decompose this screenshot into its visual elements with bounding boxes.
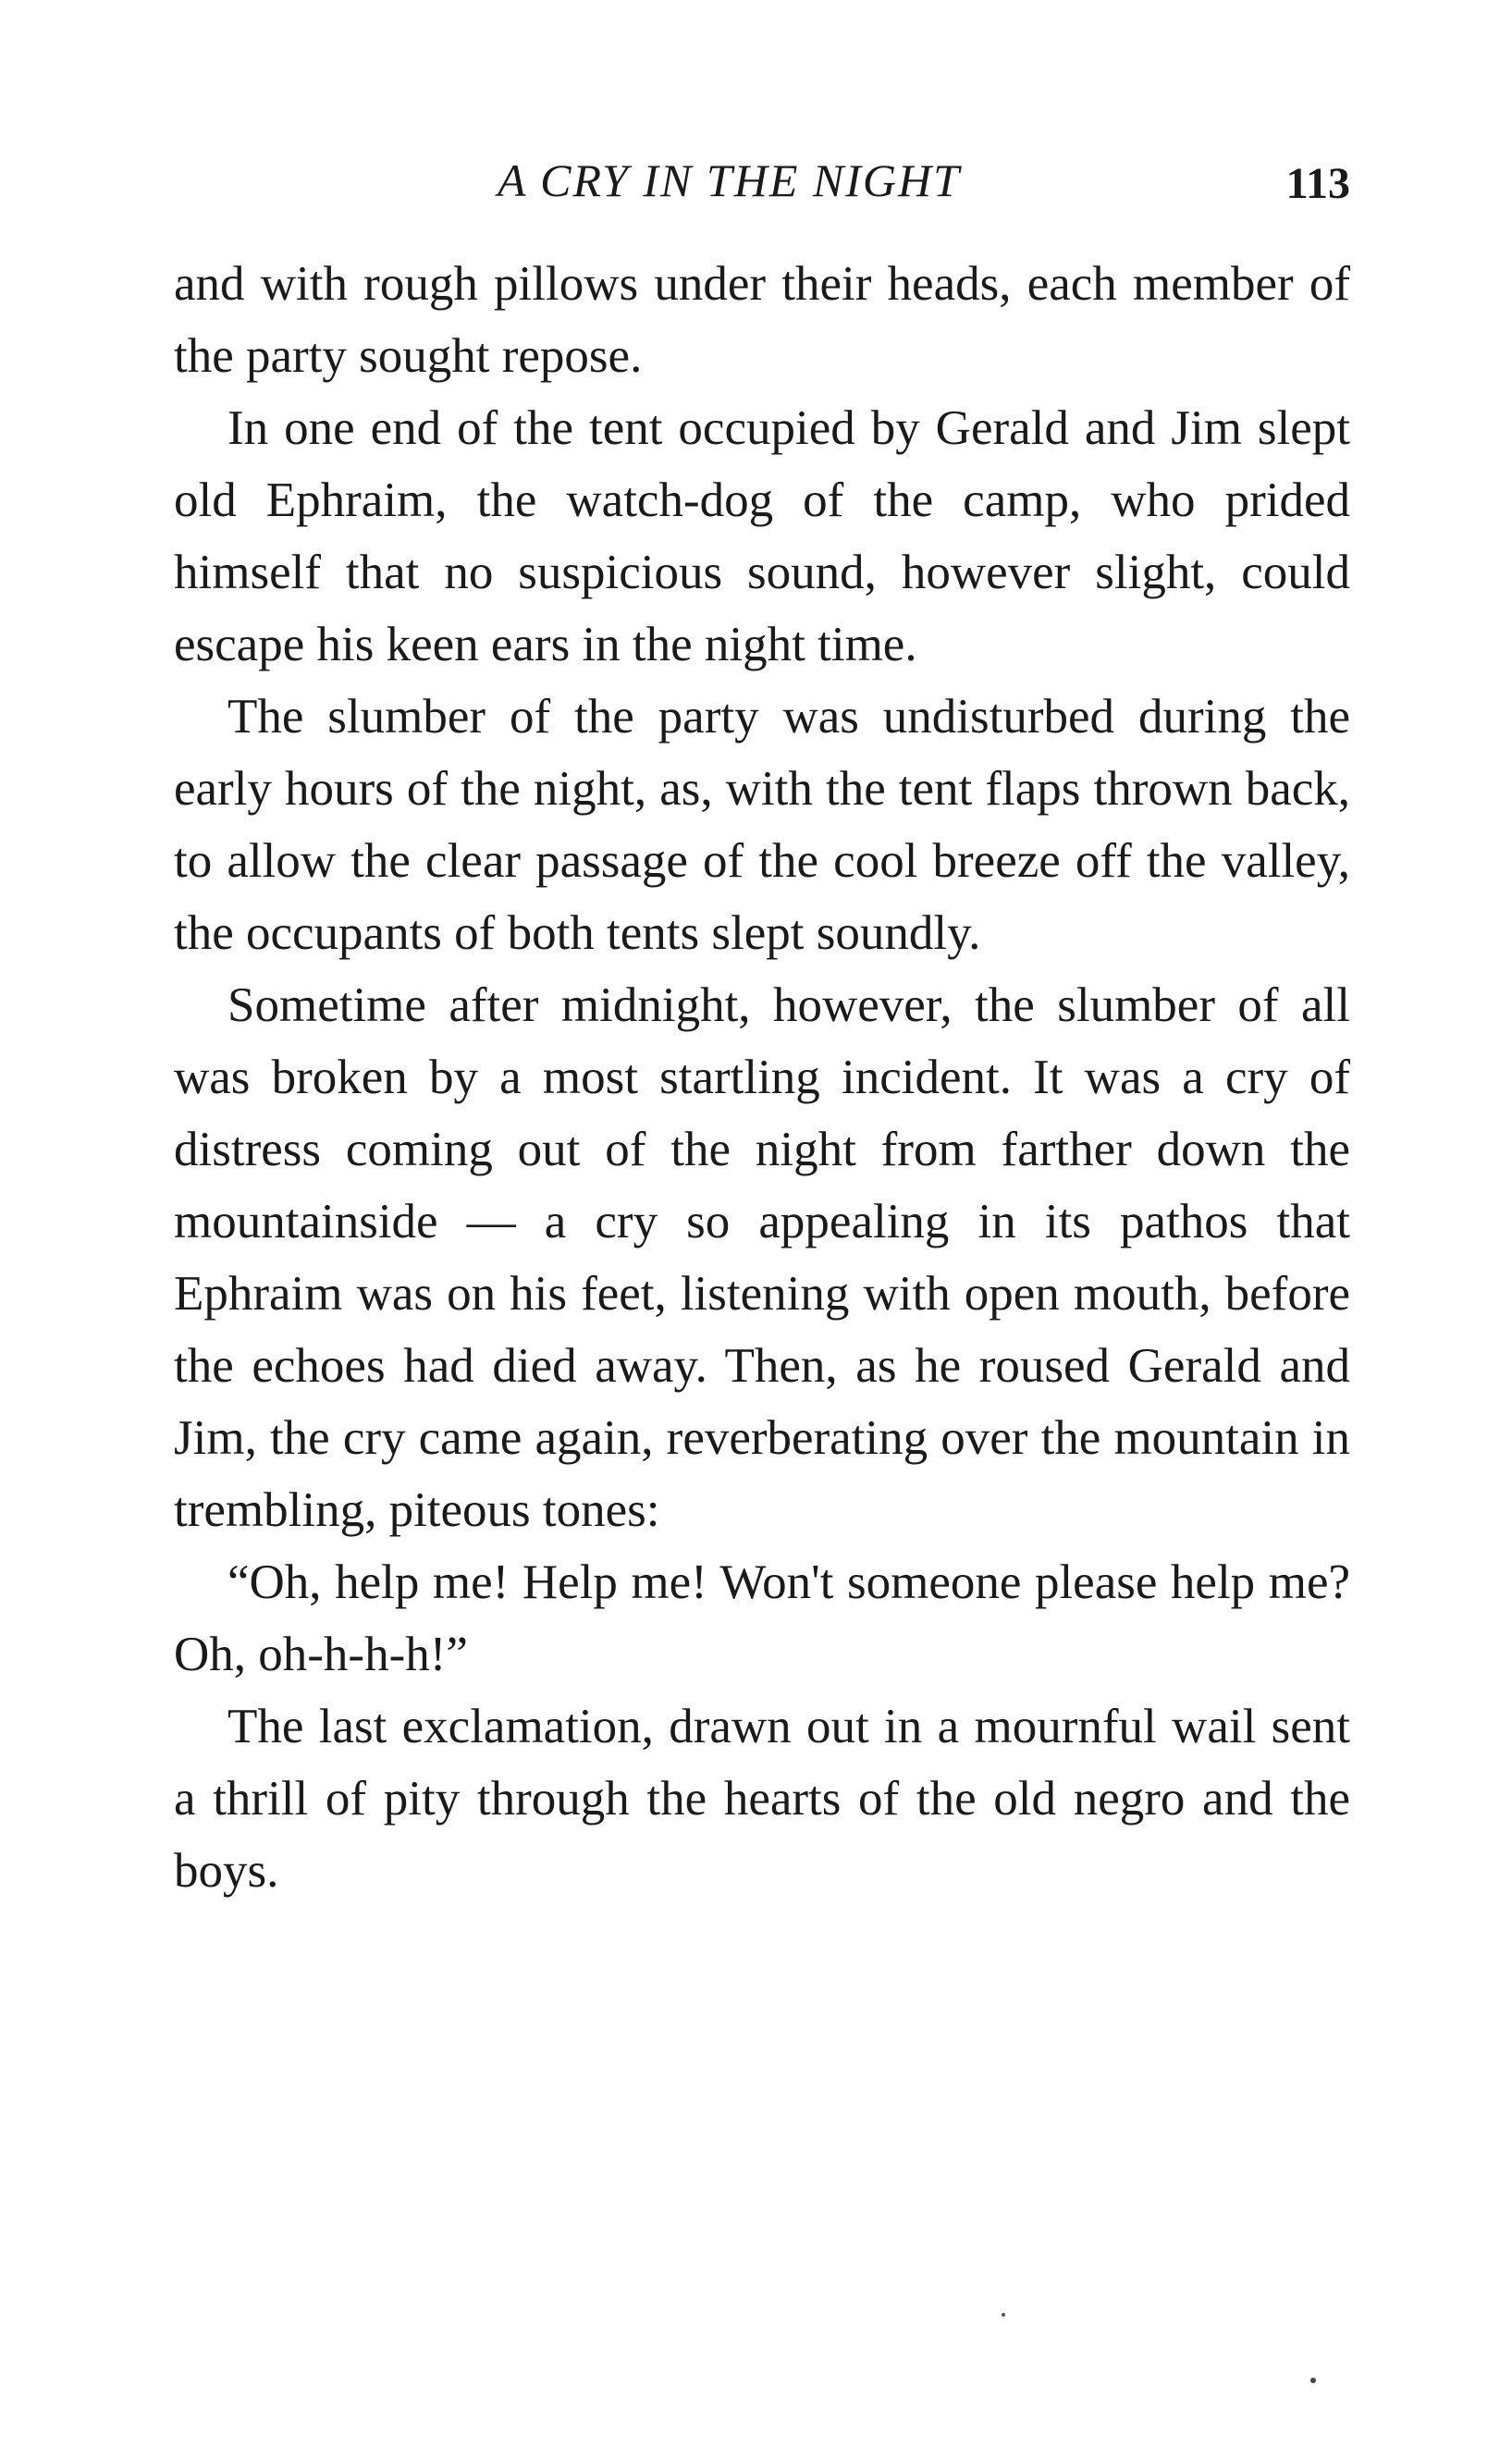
dialogue-paragraph: “Oh, help me! Help me! Won't someone please help me? Oh, oh-h-h-h!” (174, 1556, 1350, 1681)
ink-speck (1310, 2378, 1316, 2383)
paragraph: The slumber of the party was undisturbed during the early hours of the night, as, with the tent flaps thrown back, to allow the clear passage of the cool breeze off the valley, the occupants of both tents slept soundly. (174, 690, 1350, 960)
page-number: 113 (1285, 159, 1350, 208)
paragraph: The last exclamation, drawn out in a mournful wail sent a thrill of pity through the hearts of the old negro and the boys. (174, 1700, 1350, 1898)
ink-speck (1002, 2313, 1005, 2317)
running-title: A CRY IN THE NIGHT (498, 154, 961, 206)
text-body (174, 248, 1350, 1907)
paragraph: Sometime after midnight, however, the slumber of all was broken by a most startling incident. It was a cry of distress coming out of the night from farther down the mountainside — a cry so appealing in its pathos that Ephraim was on his feet, listening with open mouth, before the echoes had died away. Then, as he roused Gerald and Jim, the cry came again, reverberating over the mountain in trembling, piteous tones: (174, 978, 1350, 1537)
paragraph-continued: and with rough pillows under their heads, each member of the party sought repose. (174, 257, 1350, 383)
running-head (176, 148, 1350, 213)
paragraph: In one end of the tent occupied by Gerald and Jim slept old Ephraim, the watch-dog of the camp, who prided himself that no suspicious sound, however slight, could escape his keen ears in the night time. (174, 401, 1350, 671)
